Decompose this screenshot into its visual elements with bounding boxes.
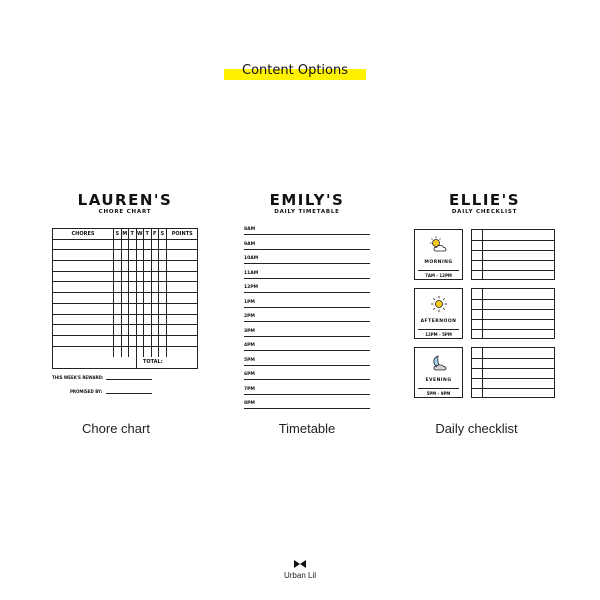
time-line	[244, 263, 370, 264]
timetable-row[interactable]	[244, 300, 370, 314]
chore-cell[interactable]	[113, 261, 121, 271]
time-label: 5PM	[244, 357, 255, 363]
chore-cell[interactable]	[113, 282, 121, 292]
time-label: 1PM	[244, 299, 255, 305]
chore-cell[interactable]	[143, 336, 151, 346]
chore-row[interactable]	[53, 261, 197, 272]
total-label: TOTAL:	[136, 357, 198, 368]
time-label: 9AM	[244, 241, 256, 247]
chore-cell[interactable]	[151, 336, 159, 346]
time-label: 4PM	[244, 343, 255, 348]
chore-cell[interactable]	[121, 325, 129, 335]
timetable-row[interactable]	[244, 358, 370, 372]
list-line	[472, 240, 554, 241]
chore-cell[interactable]	[128, 336, 136, 346]
chore-cell[interactable]	[166, 325, 199, 335]
chore-cell[interactable]	[128, 272, 136, 282]
sun-cloud-icon	[415, 236, 462, 254]
period-time: 12PM - 5PM	[418, 329, 459, 337]
period-label: MORNING	[424, 260, 453, 265]
col-day: F	[151, 229, 159, 239]
timetable-caption: Timetable	[278, 421, 336, 436]
chore-cell[interactable]	[158, 325, 166, 335]
col-day: M	[122, 231, 128, 237]
timetable-row[interactable]	[244, 387, 370, 401]
chore-cell[interactable]	[166, 304, 199, 314]
chore-cell[interactable]	[136, 261, 144, 271]
chore-cell[interactable]	[128, 304, 136, 314]
list-line	[472, 309, 554, 310]
chore-cell[interactable]	[143, 293, 151, 303]
chore-row[interactable]	[53, 293, 197, 304]
chore-cell[interactable]	[166, 282, 199, 292]
time-line	[244, 379, 370, 380]
chore-row[interactable]	[53, 250, 197, 261]
checkbox-column	[472, 230, 483, 279]
chore-cell[interactable]	[121, 315, 129, 325]
time-label: 10AM	[244, 256, 259, 261]
chore-cell[interactable]	[136, 315, 144, 325]
chore-cell[interactable]	[136, 336, 144, 346]
col-day: T	[128, 229, 136, 239]
chore-cell[interactable]	[151, 325, 159, 335]
chore-cell[interactable]	[143, 282, 151, 292]
chore-cell[interactable]	[166, 272, 199, 282]
chore-cell[interactable]	[151, 282, 159, 292]
period-label: AFTERNOON	[420, 319, 457, 324]
timetable-row[interactable]	[244, 401, 370, 415]
time-label: 11AM	[244, 270, 259, 276]
chore-cell[interactable]	[121, 272, 129, 282]
period-box-morning	[414, 229, 463, 280]
period-time: 7AM - 12PM	[418, 270, 459, 278]
time-line	[244, 350, 370, 351]
header-title: Content Options	[242, 63, 348, 78]
chore-cell[interactable]	[121, 240, 129, 250]
timetable-name: EMILY'S	[269, 191, 345, 209]
chore-cell[interactable]	[158, 272, 166, 282]
checklist-subtitle: DAILY CHECKLIST	[451, 209, 518, 215]
chore-cell[interactable]	[113, 315, 121, 325]
chore-cell[interactable]	[121, 261, 129, 271]
bow-tie-icon	[286, 556, 314, 566]
list-line	[472, 388, 554, 389]
chore-cell[interactable]	[113, 336, 121, 346]
period-label: EVENING	[425, 378, 452, 383]
time-line	[244, 307, 370, 308]
chore-cell[interactable]	[158, 261, 166, 271]
list-line	[472, 260, 554, 261]
chore-cell[interactable]	[128, 293, 136, 303]
chore-cell[interactable]	[151, 261, 159, 271]
timetable-row[interactable]	[244, 329, 370, 343]
timetable-row[interactable]	[244, 285, 370, 299]
chore-cell[interactable]	[113, 293, 121, 303]
chore-row[interactable]	[53, 315, 197, 326]
promised-line[interactable]	[106, 393, 152, 394]
time-label: 7PM	[244, 386, 255, 392]
timetable-row[interactable]	[244, 256, 370, 270]
chore-cell[interactable]	[136, 282, 144, 292]
chore-cell[interactable]	[128, 240, 136, 250]
chore-row[interactable]	[53, 272, 197, 283]
period-time: 5PM - 9PM	[418, 388, 459, 396]
chore-total-row	[53, 357, 197, 368]
chore-row[interactable]	[53, 336, 197, 347]
chore-cell[interactable]	[158, 336, 166, 346]
chore-cell[interactable]	[166, 315, 199, 325]
col-day: W	[136, 231, 143, 237]
time-line	[244, 249, 370, 250]
list-line	[472, 378, 554, 379]
time-line	[244, 365, 370, 366]
list-line	[472, 250, 554, 251]
time-label: 8PM	[244, 401, 255, 406]
checkbox-column	[472, 289, 483, 338]
timetable-row[interactable]	[244, 271, 370, 285]
chore-cell[interactable]	[121, 336, 129, 346]
checklist-list-afternoon[interactable]	[471, 288, 555, 339]
chore-cell[interactable]	[136, 347, 144, 358]
checklist-list-evening[interactable]	[471, 347, 555, 398]
chore-chart-subtitle: CHORE CHART	[98, 209, 152, 215]
chore-rows	[53, 240, 197, 358]
chore-cell[interactable]	[128, 325, 136, 335]
chore-cell[interactable]	[166, 261, 199, 271]
chore-cell[interactable]	[113, 325, 121, 335]
time-line	[244, 321, 370, 322]
time-label: 3PM	[244, 328, 255, 334]
chore-cell[interactable]	[151, 293, 159, 303]
checklist-caption: Daily checklist	[435, 421, 518, 436]
list-line	[472, 319, 554, 320]
time-line	[244, 234, 370, 235]
chore-cell[interactable]	[151, 304, 159, 314]
chore-cell[interactable]	[121, 347, 129, 358]
chore-cell[interactable]	[166, 240, 199, 250]
chore-cell[interactable]	[121, 304, 129, 314]
chore-cell[interactable]	[143, 304, 151, 314]
chore-cell[interactable]	[113, 250, 121, 260]
chore-cell[interactable]	[128, 315, 136, 325]
chore-row[interactable]	[53, 325, 197, 336]
chore-cell[interactable]	[166, 293, 199, 303]
chore-cell[interactable]	[128, 261, 136, 271]
chore-row[interactable]	[53, 240, 197, 251]
time-label: 8AM	[244, 227, 256, 232]
chore-cell[interactable]	[121, 282, 129, 292]
time-line	[244, 408, 370, 409]
chore-cell[interactable]	[143, 325, 151, 335]
col-day: T	[143, 229, 151, 239]
chore-cell[interactable]	[158, 250, 166, 260]
chore-cell[interactable]	[166, 347, 199, 358]
chore-cell[interactable]	[136, 304, 144, 314]
chore-cell[interactable]	[128, 282, 136, 292]
chore-cell[interactable]	[151, 240, 159, 250]
timetable-row[interactable]	[244, 314, 370, 328]
brand-name: Urban Lil	[283, 571, 316, 580]
chore-cell[interactable]	[136, 272, 144, 282]
time-label: 12PM	[244, 285, 259, 290]
list-line	[472, 270, 554, 271]
chore-cell[interactable]	[151, 315, 159, 325]
chore-cell[interactable]	[143, 250, 151, 260]
chore-cell[interactable]	[136, 325, 144, 335]
col-points: POINTS	[166, 229, 199, 239]
chore-cell[interactable]	[143, 240, 151, 250]
period-box-evening	[414, 347, 463, 398]
moon-cloud-icon	[415, 354, 462, 372]
time-label: 6PM	[244, 372, 255, 377]
chore-cell[interactable]	[143, 347, 151, 358]
chore-cell[interactable]	[143, 315, 151, 325]
chore-header-row	[53, 229, 197, 240]
checklist-name: ELLIE'S	[448, 191, 521, 209]
chore-cell[interactable]	[113, 304, 121, 314]
chore-cell[interactable]	[143, 261, 151, 271]
chore-cell[interactable]	[166, 250, 199, 260]
time-line	[244, 394, 370, 395]
chore-cell[interactable]	[143, 272, 151, 282]
chore-cell[interactable]	[113, 347, 121, 358]
chore-cell[interactable]	[158, 293, 166, 303]
chore-cell[interactable]	[158, 315, 166, 325]
chore-cell[interactable]	[151, 347, 159, 358]
chore-cell[interactable]	[136, 250, 144, 260]
checklist-list-morning[interactable]	[471, 229, 555, 280]
list-line	[472, 358, 554, 359]
time-line	[244, 336, 370, 337]
time-label: 2PM	[244, 314, 255, 319]
chore-chart-name: LAUREN'S	[77, 191, 173, 209]
list-line	[472, 368, 554, 369]
chore-cell[interactable]	[136, 293, 144, 303]
timetable-row[interactable]	[244, 343, 370, 357]
chore-cell[interactable]	[151, 250, 159, 260]
timetable-row[interactable]	[244, 242, 370, 256]
chore-grid	[52, 228, 198, 369]
col-day: S	[113, 229, 121, 239]
time-line	[244, 278, 370, 279]
sun-icon	[415, 295, 462, 313]
timetable-row[interactable]	[244, 372, 370, 386]
chore-cell[interactable]	[136, 240, 144, 250]
chore-row[interactable]	[53, 347, 197, 358]
chore-cell[interactable]	[151, 272, 159, 282]
chore-cell[interactable]	[158, 304, 166, 314]
chore-cell[interactable]	[128, 347, 136, 358]
reward-line[interactable]	[106, 379, 152, 380]
checkbox-column	[472, 348, 483, 397]
chore-row[interactable]	[53, 304, 197, 315]
chore-cell[interactable]	[113, 272, 121, 282]
chore-cell[interactable]	[158, 282, 166, 292]
chore-cell[interactable]	[158, 347, 166, 358]
list-line	[472, 299, 554, 300]
timetable-row[interactable]	[244, 227, 370, 241]
time-line	[244, 292, 370, 293]
content-options-header	[224, 63, 366, 81]
chore-cell[interactable]	[158, 240, 166, 250]
list-line	[472, 329, 554, 330]
period-box-afternoon	[414, 288, 463, 339]
chore-row[interactable]	[53, 282, 197, 293]
chore-cell[interactable]	[121, 250, 129, 260]
promised-label: PROMISED BY:	[70, 389, 103, 394]
chore-cell[interactable]	[113, 240, 121, 250]
chore-chart-caption: Chore chart	[82, 421, 150, 436]
chore-cell[interactable]	[166, 336, 199, 346]
col-chores: CHORES	[71, 231, 95, 237]
col-day: S	[158, 229, 166, 239]
reward-label: THIS WEEK'S REWARD:	[52, 375, 104, 380]
timetable-subtitle: DAILY TIMETABLE	[274, 209, 340, 215]
chore-cell[interactable]	[128, 250, 136, 260]
chore-cell[interactable]	[121, 293, 129, 303]
